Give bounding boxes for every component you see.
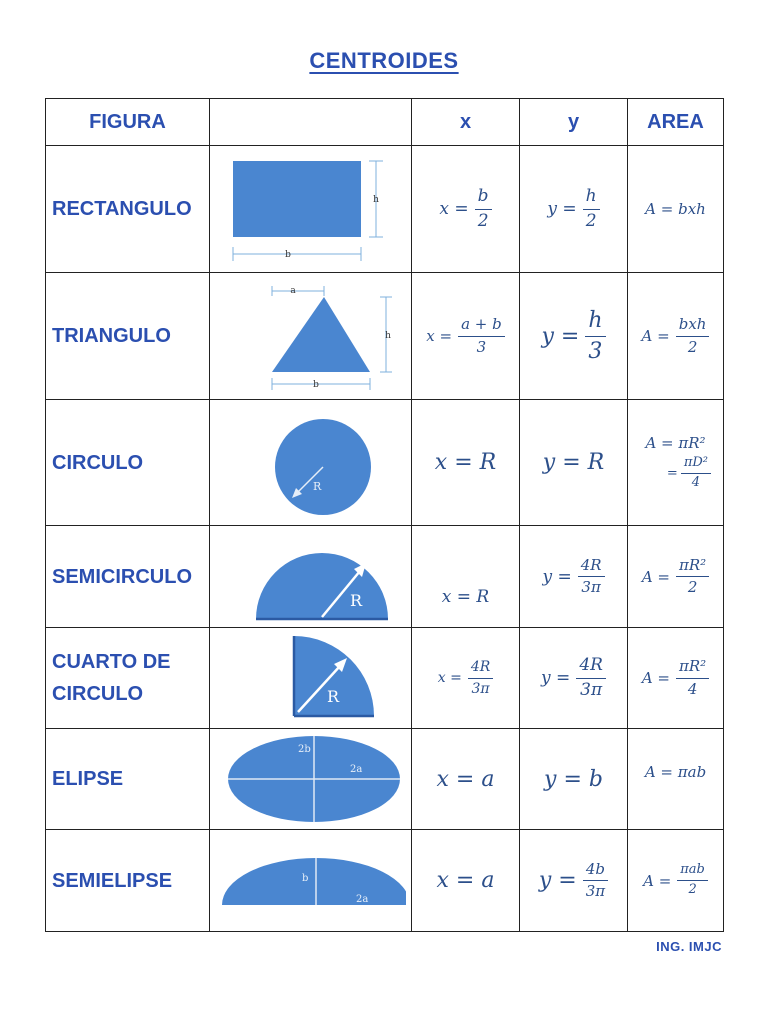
header-area: AREA	[628, 99, 724, 146]
triangle-figure	[216, 277, 406, 395]
page-title	[0, 48, 768, 74]
quarter-circle-figure	[216, 630, 406, 726]
figure-cell	[210, 526, 412, 628]
minor-axis-label: b	[301, 872, 308, 884]
figure-cell	[210, 628, 412, 729]
figure-cell	[210, 729, 412, 830]
area-cell: A = $\frac{\text{πab}}{2}$	[628, 830, 724, 932]
figure-cell	[210, 400, 412, 526]
area-cell: A = $\frac{\text{bxh}}{2}$	[628, 273, 724, 400]
centroid-y-cell: y = $\frac{4R}{3\pi}$	[520, 526, 628, 628]
circle-figure	[216, 404, 406, 522]
radius-label: R	[312, 479, 321, 493]
centroid-y-cell: y = $\frac{h}{2}$	[520, 146, 628, 273]
author-signature: ING. IMJC	[656, 939, 722, 954]
figure-name: ELIPSE	[46, 729, 210, 830]
header-x: x	[412, 99, 520, 146]
centroid-x-cell: x = $\frac{a + b}{3}$	[412, 273, 520, 400]
triangle-shape	[272, 297, 370, 372]
table-row-triangulo	[46, 273, 724, 400]
centroid-x-cell: x = R	[412, 526, 520, 628]
centroid-y-cell: y = R	[520, 400, 628, 526]
header-figura: FIGURA	[46, 99, 210, 146]
major-axis-label: 2a	[349, 764, 362, 775]
area-cell: A = $\frac{\text{πR²}}{4}$	[628, 628, 724, 729]
figure-cell	[210, 146, 412, 273]
semicircle-figure	[216, 529, 406, 625]
centroids-table	[45, 98, 724, 932]
height-label: h	[372, 195, 379, 205]
centroid-y-cell: y = b	[520, 729, 628, 830]
figure-name: TRIANGULO	[46, 273, 210, 400]
major-axis-label: 2a	[355, 893, 368, 905]
figure-name: CIRCULO	[46, 400, 210, 526]
figure-name: SEMICIRCULO	[46, 526, 210, 628]
table-header-row	[46, 99, 724, 146]
figure-name: CUARTO DE CIRCULO	[46, 628, 210, 729]
base-label: b	[284, 250, 291, 260]
minor-axis-label: 2b	[297, 744, 311, 755]
rectangle-figure	[216, 150, 406, 268]
figure-cell	[210, 273, 412, 400]
height-label: h	[384, 331, 391, 341]
table-row-semicirculo	[46, 526, 724, 628]
area-cell: A = $\frac{\text{πR²}}{2}$	[628, 526, 724, 628]
a-label: a	[289, 286, 296, 296]
centroid-x-cell: x = R	[412, 400, 520, 526]
table-row-semielipse	[46, 830, 724, 932]
figure-name: SEMIELIPSE	[46, 830, 210, 932]
figure-cell	[210, 830, 412, 932]
area-cell: A = πR² = $\frac{\text{πD²}}{4}$	[628, 400, 724, 526]
radius-label: R	[349, 590, 362, 610]
centroid-y-cell: y = $\frac{h}{3}$	[520, 273, 628, 400]
table-row-circulo	[46, 400, 724, 526]
table-row-rectangulo	[46, 146, 724, 273]
page-title-text: CENTROIDES	[309, 48, 459, 73]
area-cell: A = bxh	[628, 146, 724, 273]
centroid-y-cell: y = $\frac{4b}{3\pi}$	[520, 830, 628, 932]
semi-ellipse-figure	[216, 833, 406, 929]
centroid-x-cell: x = $\frac{b}{2}$	[412, 146, 520, 273]
figure-name: RECTANGULO	[46, 146, 210, 273]
radius-label: R	[326, 687, 339, 706]
table-row-cuarto-de-circulo	[46, 628, 724, 729]
base-label: b	[312, 380, 319, 390]
header-y: y	[520, 99, 628, 146]
rectangle-shape	[233, 161, 361, 237]
centroid-x-cell: x = a	[412, 830, 520, 932]
centroid-x-cell: x = $\frac{4R}{3\pi}$	[412, 628, 520, 729]
area-cell: A = πab	[628, 729, 724, 830]
semicircle-shape	[256, 553, 388, 619]
header-image	[210, 99, 412, 146]
ellipse-figure	[216, 731, 406, 827]
table-row-elipse	[46, 729, 724, 830]
centroid-y-cell: y = $\frac{4R}{3\pi}$	[520, 628, 628, 729]
semi-ellipse-shape	[222, 858, 406, 905]
centroid-x-cell: x = a	[412, 729, 520, 830]
